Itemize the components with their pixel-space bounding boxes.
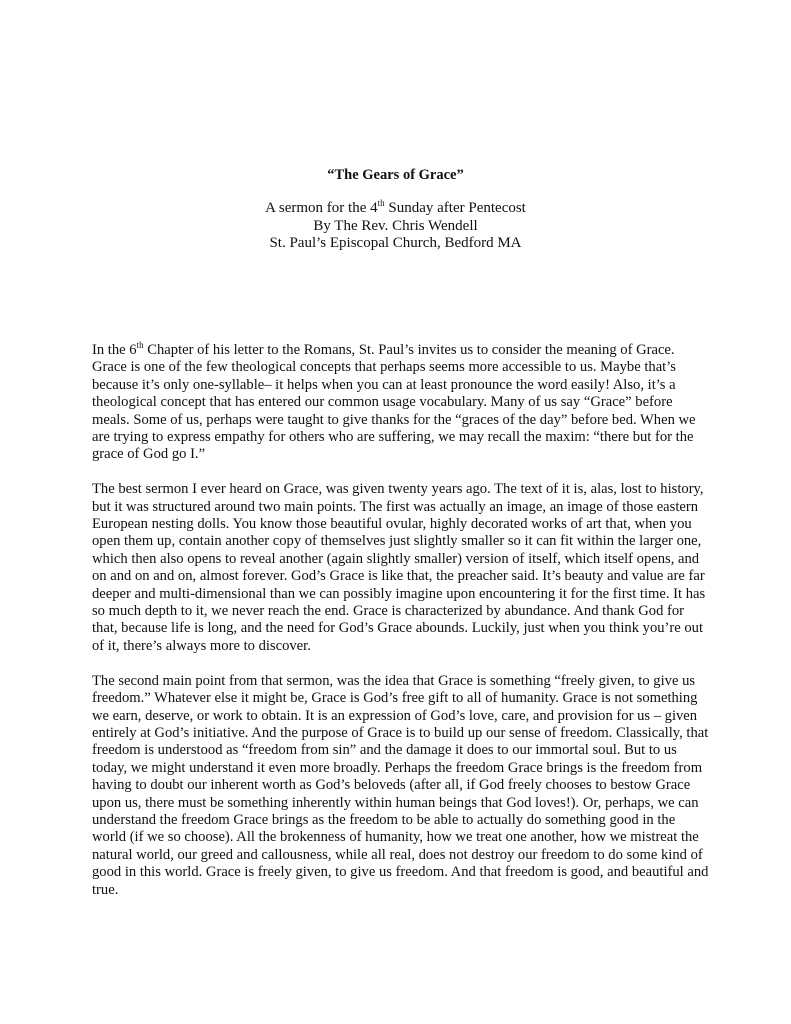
paragraph-1-text: Chapter of his letter to the Romans, St. Paul’s invites us to consider the meaning of Grace. Grace is one of the few theological concepts that perhaps seems more accessible to us. Maybe that’s because it’s only one-syllable– it helps when you can at least pronounce the word easily! Also, it’s a theological concept that has entered our common usage vocabulary. Many of us say “Grace” before meals. Some of us, perhaps were taught to give thanks for the “graces of the day” before bed. When we are trying to express empathy for others who are suffering, we may recall the maxim: “there but for the grace of God go I.” [92, 342, 696, 463]
paragraph-1 [92, 342, 712, 464]
subtitle-occasion [0, 200, 791, 218]
subtitle-author: By The Rev. Chris Wendell [313, 217, 478, 234]
document-header [0, 166, 791, 253]
document-title: “The Gears of Grace” [327, 167, 464, 183]
subtitle-occasion-suffix: Sunday after Pentecost [384, 200, 526, 216]
subtitle-occasion-prefix: A sermon for the 4 [265, 200, 378, 216]
paragraph-3: The second main point from that sermon, was the idea that Grace is something “freely given, to give us freedom.” Whatever else it might be, Grace is God’s free gift to all of humanity. Grace is not something we earn, deserve, or work to obtain. It is an expression of God’s love, care, and provision for us – given entirely at God’s initiative. And the purpose of Grace is to build up our sense of freedom. Classically, that freedom is understood as “freedom from sin” and the damage it does to our immortal soul. But to us today, we might understand it even more broadly. Perhaps the freedom Grace brings is the freedom from having to doubt our inherent worth as God’s beloveds (after all, if God freely chooses to bestow Grace upon us, there must be something inherently within human beings that God loves!). Or, perhaps, we can understand the freedom Grace brings as the freedom to be able to actually do something good in the world (if we so choose). All the brokenness of humanity, how we treat one another, how we mistreat the natural world, our greed and callousness, while all real, does not destroy our freedom to do some kind of good in this world. Grace is freely given, to give us freedom. And that freedom is good, and beautiful and true. [92, 672, 709, 898]
document-body [92, 342, 712, 916]
paragraph-1-ordinal: th [136, 340, 144, 351]
subtitle-church: St. Paul’s Episcopal Church, Bedford MA [269, 235, 522, 251]
subtitle-occasion-ordinal: th [377, 198, 385, 208]
paragraph-2: The best sermon I ever heard on Grace, was given twenty years ago. The text of it is, alas, lost to history, but it was structured around two main points. The first was actually an image, an image of those eastern European nesting dolls. You know those beautiful ovular, highly decorated works of art that, when you open them up, contain another copy of themselves just slightly smaller so it can fit within the larger one, which then also opens to reveal another (again slightly smaller) version of itself, which itself opens, and on and on and on, almost forever. God’s Grace is like that, the preacher said. It’s beauty and value are far deeper and multi-dimensional than we can possibly imagine upon encountering it for the first time. It has so much depth to it, we never reach the end. Grace is characterized by abundance. And thank God for that, because life is long, and the need for God’s Grace abounds. Luckily, just when you think you’re out of it, there’s always more to discover. [92, 481, 706, 654]
document-subtitle [0, 200, 791, 253]
paragraph-1-prefix: In the 6 [92, 342, 137, 358]
